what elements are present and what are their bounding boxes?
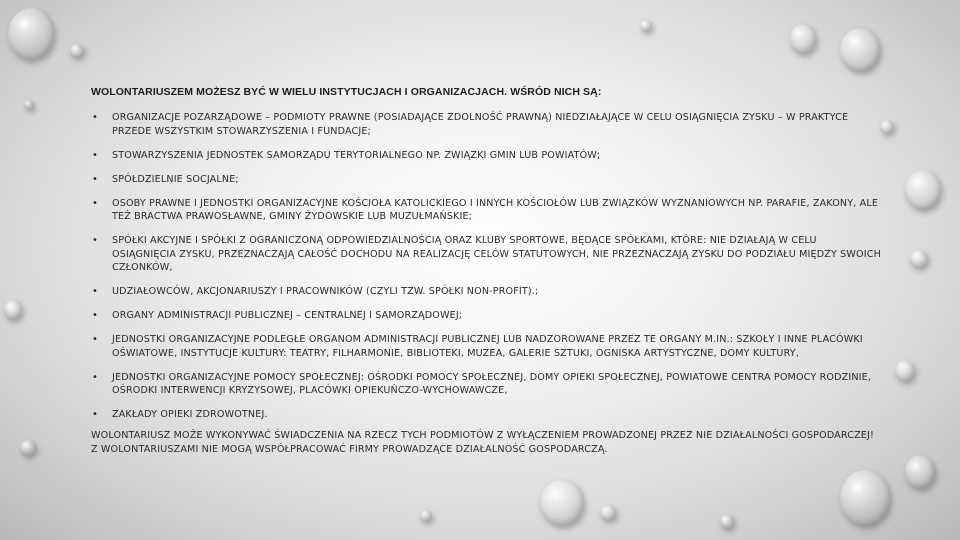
list-item (91, 309, 881, 323)
list-item-text: ZAKŁADY OPIEKI ZDROWOTNEJ. (112, 409, 268, 420)
list-item-text: STOWARZYSZENIA JEDNOSTEK SAMORZĄDU TERYTORIALNEGO NP. ZWIĄZKI GMIN LUB POWIATÓW; (112, 149, 601, 161)
droplet (840, 470, 890, 526)
list-item (91, 173, 881, 187)
bullet-icon: • (92, 149, 99, 161)
droplet (910, 250, 928, 268)
bullet-icon: • (92, 173, 99, 185)
droplet (905, 455, 935, 489)
list-item-text: SPÓŁKI AKCYJNE I SPÓŁKI Z OGRANICZONĄ ODPOWIEDZIALNOŚCIĄ ORAZ KLUBY SPORTOWE, BĘDĄCE SPÓŁKAMI, KTÓRE: NIE DZIAŁAJĄ W CELU OSIĄGNIĘCIA ZYSKU, PRZEZNACZAJĄ CAŁOŚĆ DOCHODU NA REALIZACJĘ CELÓW STATUTOWYCH, NIE PRZEZNACZAJĄ ZYSKU DO PODZIAŁU MIĘDZY SWOICH CZŁONKÓW, (112, 235, 881, 273)
list-item-text: SPÓŁDZIELNIE SOCJALNE; (112, 173, 239, 185)
droplet (905, 170, 941, 210)
droplet (880, 120, 894, 134)
institution-list (91, 111, 881, 422)
bullet-icon: • (92, 235, 99, 246)
bullet-icon: • (92, 197, 99, 209)
list-item-text: OSOBY PRAWNE I JEDNOSTKI ORGANIZACYJNE KOŚCIOŁA KATOLICKIEGO I INNYCH KOŚCIOŁÓW LUB ZWIĄZKÓW WYZNANIOWYCH NP. PARAFIE, ZAKONY, ALE TEŻ BRACTWA PRAWOSŁAWNE, GMINY ŻYDOWSKIE LUB MUZUŁMAŃSKIE; (112, 197, 879, 222)
droplet (720, 515, 734, 529)
droplet (20, 440, 36, 456)
list-item-text: UDZIAŁOWCÓW, AKCJONARIUSZY I PRACOWNIKÓW (CZYLI TZW. SPÓŁKI NON-PROFIT).; (112, 286, 539, 297)
droplet (24, 100, 34, 110)
droplet (420, 510, 432, 522)
droplet (790, 24, 816, 54)
list-item (91, 111, 881, 138)
bullet-icon: • (92, 334, 99, 345)
droplet (70, 44, 84, 58)
slide-content (91, 86, 881, 456)
list-item-text: JEDNOSTKI ORGANIZACYJNE PODLEGŁE ORGANOM ADMINISTRACJI PUBLICZNEJ LUB NADZOROWANE PRZEZ TE ORGANY M.IN.: SZKOŁY I INNE PLACÓWKI OŚWIATOWE, INSTYTUCJE KULTURY: TEATRY, FILHARMONIE, BIBLIOTEKI, MUZEA, GALERIE SZTUKI, OGNISKA ARTYSTYCZNE, DOMY KULTURY, (112, 334, 863, 359)
bullet-icon: • (92, 371, 99, 383)
list-item-text: JEDNOSTKI ORGANIZACYJNE POMOCY SPOŁECZNEJ: OŚRODKI POMOCY SPOŁECZNEJ, DOMY OPIEKI SPOŁECZNEJ, POWIATOWE CENTRA POMOCY RODZINIE, OŚRODKI INTERWENCJI KRYZYSOWEJ, PLACÓWKI OPIEKUŃCZO-WYCHOWAWCZE, (112, 371, 872, 396)
bullet-icon: • (92, 112, 99, 123)
droplet (895, 360, 915, 382)
list-item (91, 371, 881, 398)
droplet (540, 480, 584, 526)
droplet (840, 28, 880, 72)
list-item (91, 197, 881, 224)
list-item (91, 149, 881, 163)
droplet (640, 20, 652, 32)
footer-note: WOLONTARIUSZ MOŻE WYKONYWAĆ ŚWIADCZENIA NA RZECZ TYCH PODMIOTÓW Z WYŁĄCZENIEM PROWADZONEJ PRZEZ NIE DZIAŁALNOŚCI GOSPODARCZEJ! Z WOLONTARIUSZAMI NIE MOGĄ WSPÓŁPRACOWAĆ FIRMY PROWADZĄCE DZIAŁALNOŚĆ GOSPODARCZĄ. (91, 430, 874, 455)
bullet-icon: • (92, 310, 99, 321)
list-item-text: ORGANY ADMINISTRACJI PUBLICZNEJ – CENTRALNEJ I SAMORZĄDOWEJ; (112, 310, 463, 321)
list-item (91, 234, 881, 275)
bullet-icon: • (92, 286, 99, 297)
list-item-text: ORGANIZACJE POZARZĄDOWE – PODMIOTY PRAWNE (POSIADAJĄCE ZDOLNOŚĆ PRAWNĄ) NIEDZIAŁAJĄCE W CELU OSIĄGNIĘCIA ZYSKU – W PRAKTYCE PRZEDE WSZYSTKIM STOWARZYSZENIA I FUNDACJE; (112, 112, 849, 137)
droplet (4, 300, 22, 320)
list-item (91, 285, 881, 299)
list-item (91, 333, 881, 360)
droplet (8, 8, 54, 60)
droplet (600, 505, 616, 521)
slide-heading: WOLONTARIUSZEM MOŻESZ BYĆ W WIELU INSTYTUCJACH I ORGANIZACJACH. WŚRÓD NICH SĄ: (91, 86, 602, 98)
list-item (91, 408, 881, 422)
bullet-icon: • (92, 409, 99, 420)
